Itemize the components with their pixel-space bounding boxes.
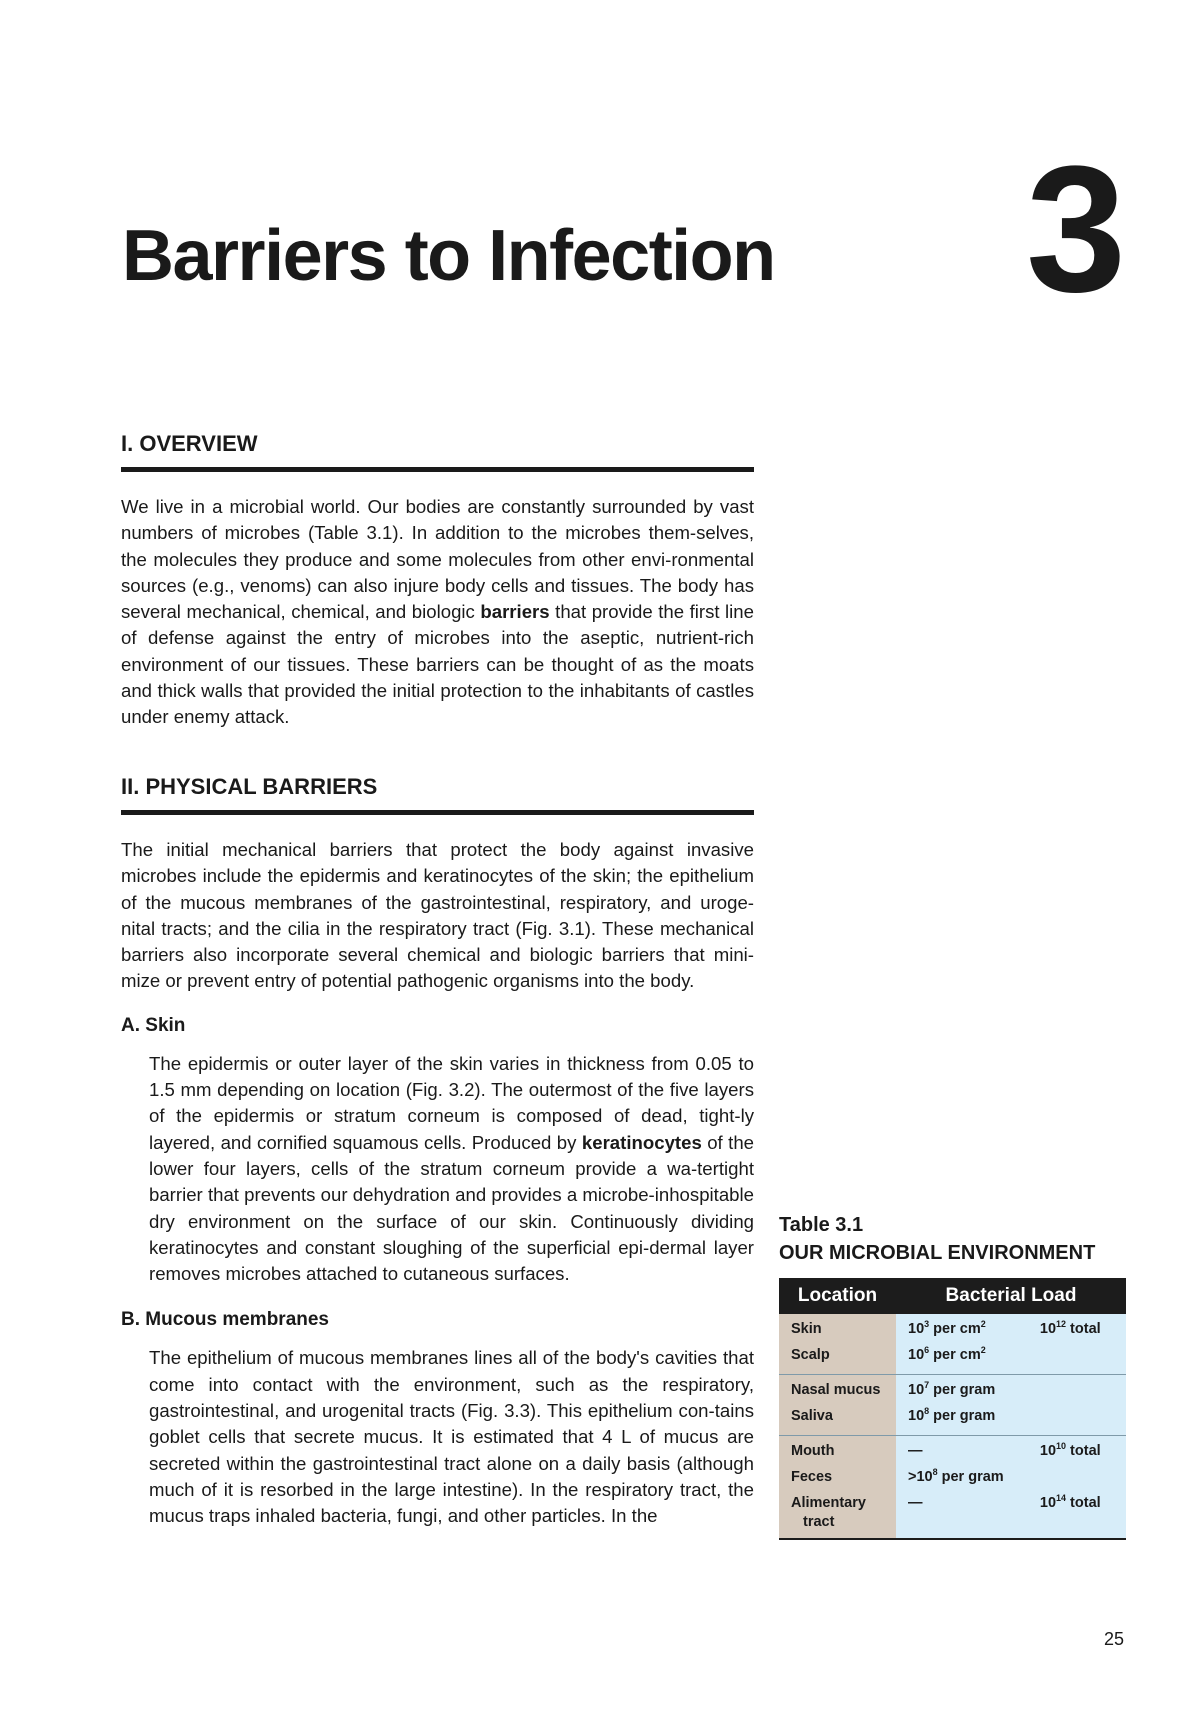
load-cell: $10^3$ per $cm^2$ (896, 1314, 1028, 1344)
total-cell: $10^{12}$ total (1028, 1314, 1126, 1344)
table-row (779, 1492, 1126, 1539)
mucous-paragraph: The epithelium of mucous membranes lines all of the body's cavities that come into contact with the environment, such as the respiratory, gastrointestinal, and urogenital tracts (Fig. 3.3). This epithelium con-tains goblet cells that secrete mucus. It is estimated that 4 L of mucus are secreted within the gastrointestinal tract alone on a daily basis (although much of it is resorbed in the large intestine). In the respiratory tract, the mucus traps inhaled bacteria, fungi, and other particles. In the (149, 1347, 754, 1527)
location-cell: Scalp (779, 1344, 896, 1375)
physical-barriers-section (121, 774, 754, 1530)
table-row (779, 1375, 1126, 1406)
table-row (779, 1405, 1126, 1436)
location-cell: Skin (779, 1314, 896, 1344)
subheading-mucous-membranes: B. Mucous membranes (121, 1309, 329, 1331)
load-cell: $10^6$ per $cm^2$ (896, 1344, 1028, 1375)
load-cell: $10^7$ per gram (896, 1375, 1028, 1406)
header-location: Location (779, 1278, 896, 1314)
table-row (779, 1466, 1126, 1492)
table-header-row (779, 1278, 1126, 1314)
location-cell: Alimentary tract (779, 1492, 896, 1539)
table-row (779, 1314, 1126, 1344)
skin-bold-term: keratinocytes (581, 1131, 702, 1153)
total-cell (1028, 1344, 1126, 1375)
table-number: Table 3.1 (779, 1214, 864, 1236)
skin-paragraph (121, 1051, 754, 1288)
page-number: 25 (1104, 1629, 1125, 1649)
total-cell: $10^{10}$ total (1028, 1436, 1126, 1467)
table-title: OUR MICROBIAL ENVIRONMENT (779, 1242, 1096, 1264)
total-cell (1028, 1405, 1126, 1436)
load-cell: $10^8$ per gram (896, 1405, 1028, 1436)
chapter-number: 3 (1026, 129, 1127, 330)
load-cell: — (896, 1436, 1028, 1467)
overview-bold-term: barriers (480, 601, 550, 623)
section-heading-physical-barriers: II. PHYSICAL BARRIERS (121, 774, 754, 815)
load-cell: $>10^8$ per gram (896, 1466, 1126, 1492)
table-row (779, 1436, 1126, 1467)
microbial-environment-table (779, 1278, 1126, 1540)
overview-text-1: We live in a microbial world. Our bodies are constantly surrounded by vast numbers of microbes (Table 3.1). In addition to the microbes them-selves, the molecules they produce and some molecules from other envi-ronmental sources (e.g., venoms) can also injure body cells and tissues. The body has several mechanical, chemical, and biologic (121, 496, 754, 623)
table-caption (779, 1211, 1129, 1267)
overview-paragraph (121, 494, 754, 731)
skin-text-2: of the lower four layers, cells of the stratum corneum provide a wa-tertight barrier that prevents our dehydration and provides a microbe-inhospitable dry environment on the surface of our skin. Continuously dividing keratinocytes and constant sloughing of the superficial epi-dermal layer removes microbes attached to cutaneous surfaces. (149, 1131, 755, 1285)
subheading-skin: A. Skin (121, 1014, 186, 1036)
location-cell: Nasal mucus (779, 1375, 896, 1406)
load-cell: — (896, 1492, 1028, 1539)
physical-barriers-paragraph: The initial mechanical barriers that protect the body against invasive microbes include the epidermis and keratinocytes of the skin; the epithelium of the mucous membranes of the gastrointestinal, respiratory, and uroge-nital tracts; and the cilia in the respiratory tract (Fig. 3.1). These mechanical barriers also incorporate several chemical and biologic barriers that mini-mize or prevent entry of potential pathogenic organisms into the body. (121, 839, 754, 992)
table-row (779, 1344, 1126, 1375)
total-cell: $10^{14}$ total (1028, 1492, 1126, 1539)
total-cell (1028, 1375, 1126, 1406)
skin-text-1: The epidermis or outer layer of the skin varies in thickness from 0.05 to 1.5 mm depending on location (Fig. 3.2). The outermost of the five layers of the epidermis or stratum corneum is composed of dead, tight-ly layered, and cornified squamous cells. Produced by (149, 1052, 754, 1153)
header-bacterial-load: Bacterial Load (896, 1278, 1126, 1314)
location-cell: Feces (779, 1466, 896, 1492)
section-heading-overview: I. OVERVIEW (121, 431, 754, 472)
location-cell: Saliva (779, 1405, 896, 1436)
overview-text-2: that provide the first line of defense against the entry of microbes into the aseptic, nutrient-rich environment of our tissues. These barriers can be thought of as the moats and thick walls that provided the initial protection to the inhabitants of castles under enemy attack. (121, 601, 754, 728)
chapter-title: Barriers to Infection (122, 216, 775, 296)
location-cell: Mouth (779, 1436, 896, 1467)
overview-section (121, 431, 754, 731)
